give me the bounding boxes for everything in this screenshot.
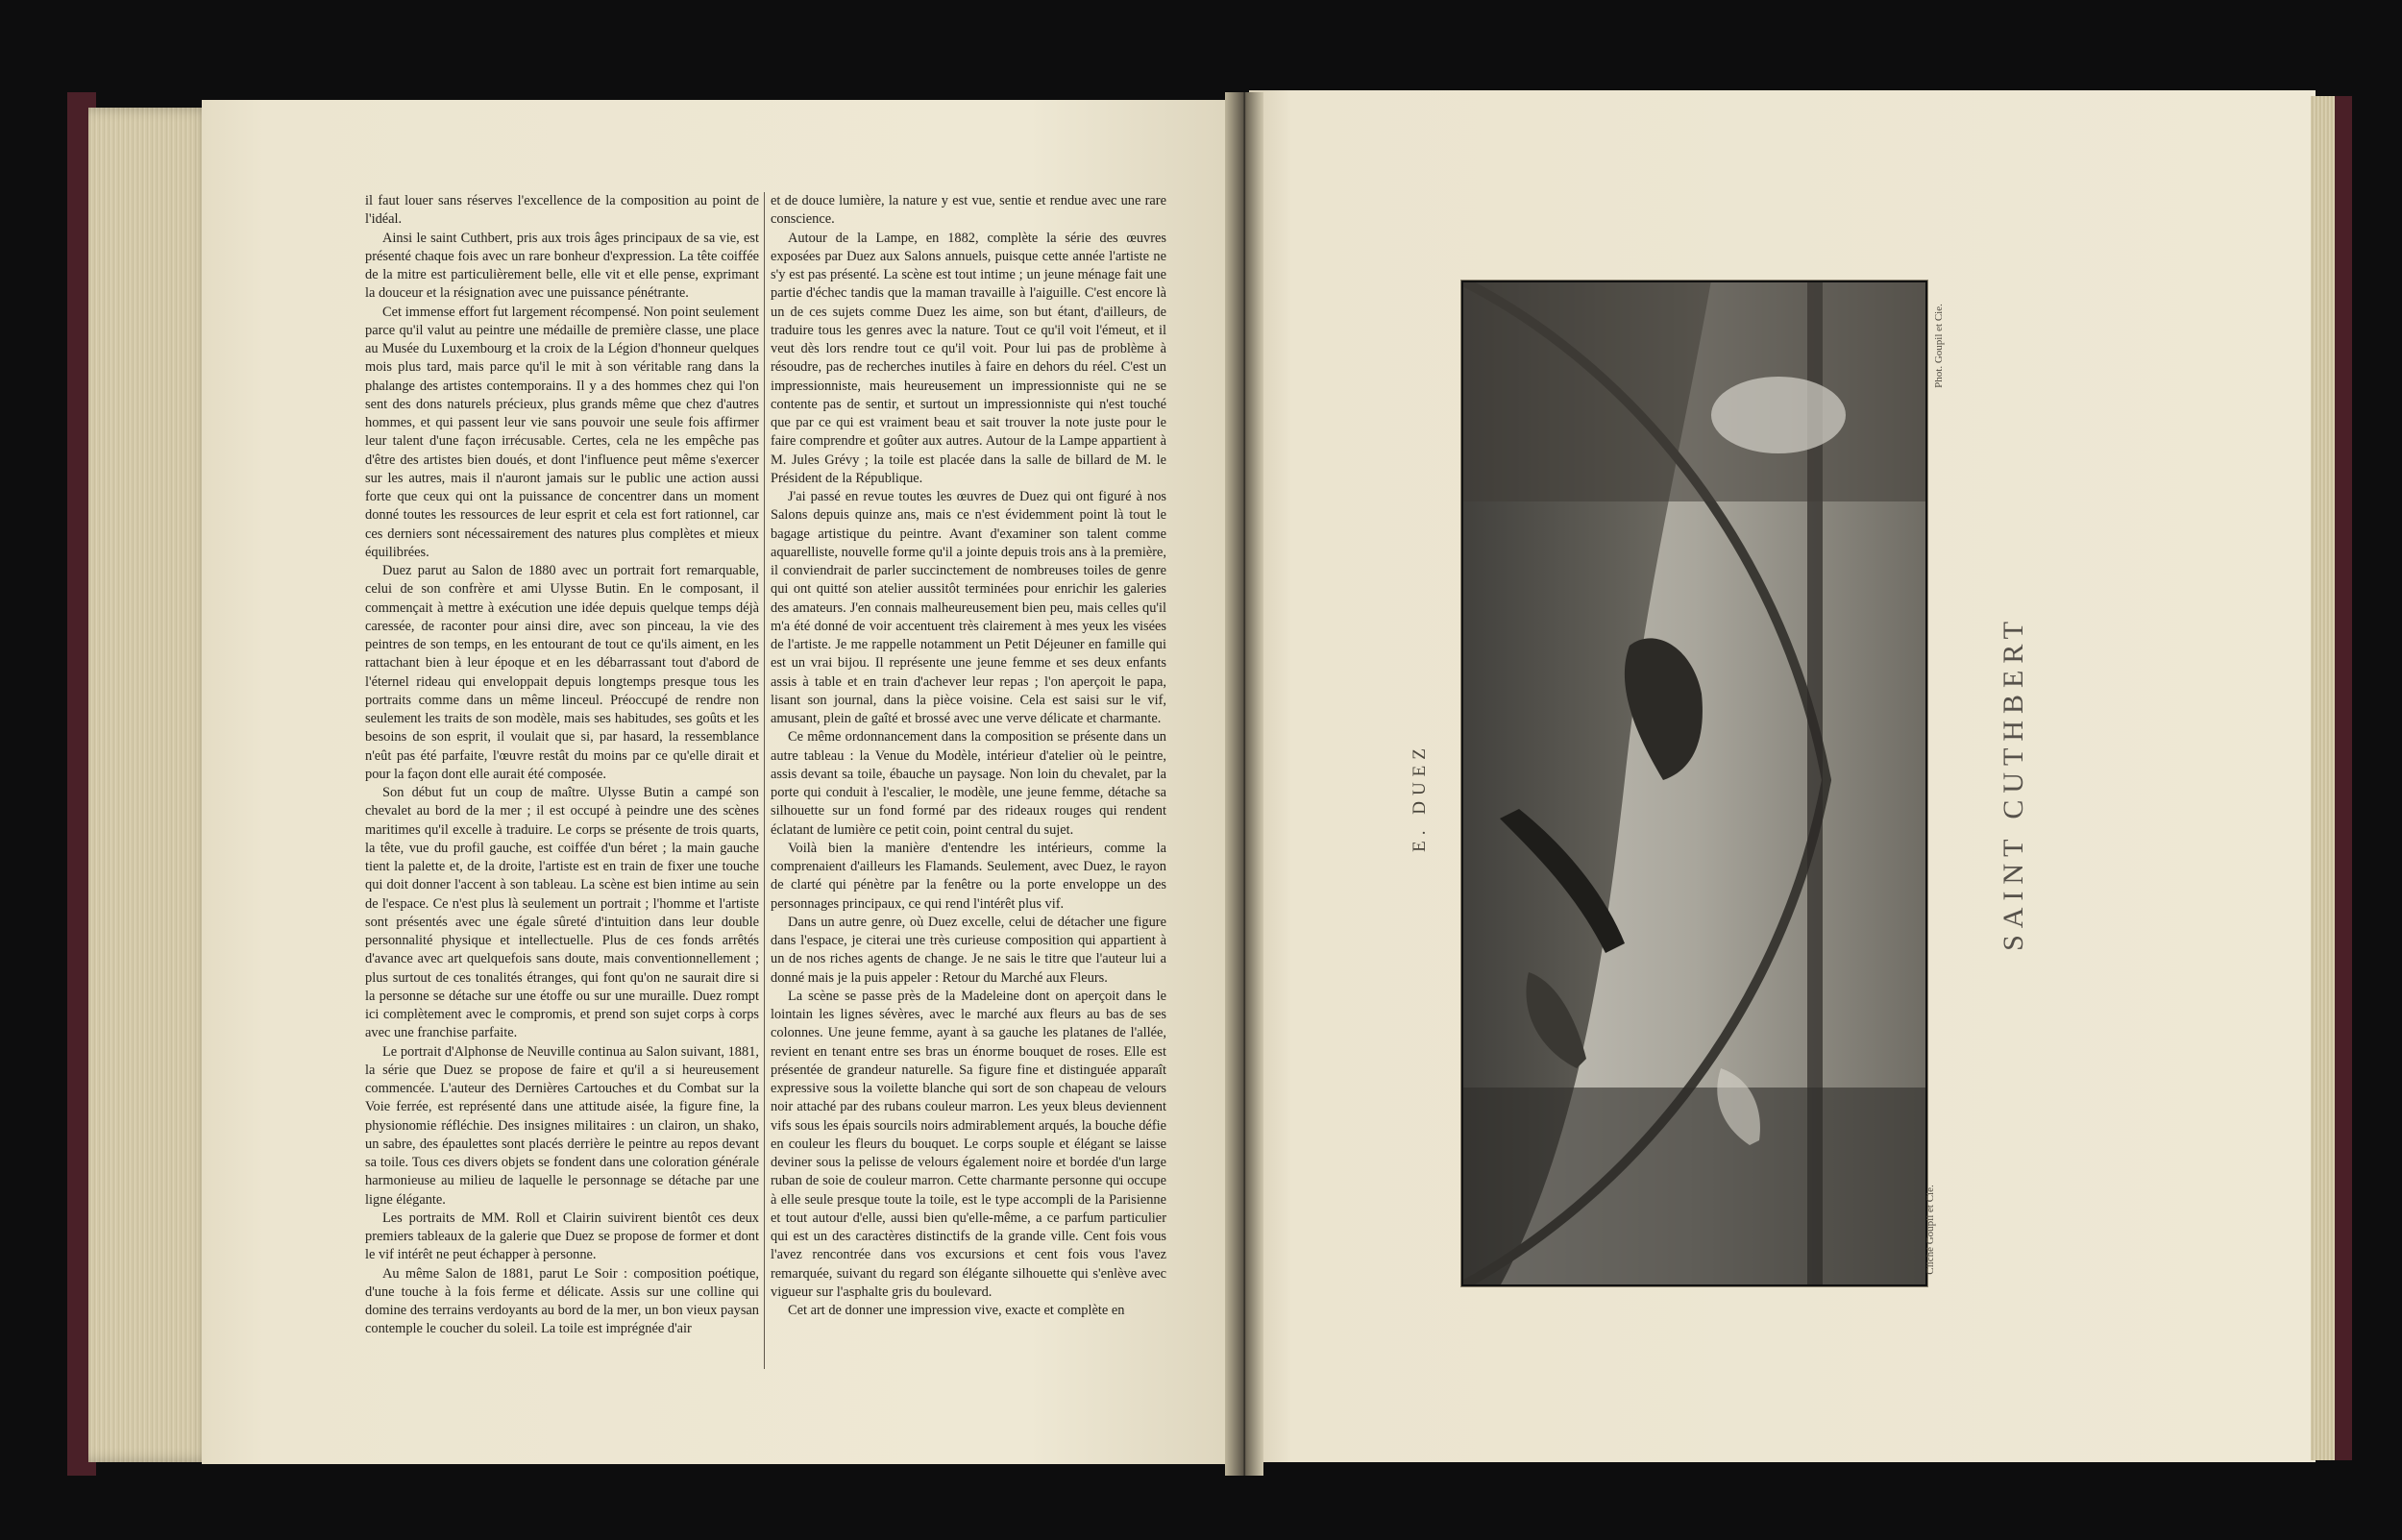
paragraph: Au même Salon de 1881, parut Le Soir : composition poétique, d'une touche à la fois ferme et délicate. Assis sur une colline qui domine des terrains verdoyants au bord de la mer, un bon vieux paysan contemple le coucher du soleil. La toile est imprégnée d'air bbox=[365, 1265, 759, 1337]
painting-image bbox=[1461, 281, 1927, 1286]
paragraph: Duez parut au Salon de 1880 avec un portrait fort remarquable, celui de son confrère et ami Ulysse Butin. En le composant, il commençait à mettre à exécution une idée depuis quelque temps déjà caressée, de raconter pour ainsi dire, avec son pinceau, la vie des peintres de son temps, en les entourant de tout ce qu'ils aiment, en les rattachant bien à leur époque et en les débarrassant tout d'abord de l'éternel rideau qui enveloppait depuis longtemps presque tous les portraits comme dans un même linceul. Préoccupé de rendre non seulement les traits de son modèle, mais ses habitudes, ses goûts et les besoins de son esprit, il voulait que si, par hasard, la ressemblance n'eût pas été parfaite, l'œuvre restât du moins par ce qu'elle dirait et pour la façon dont elle aurait été composée. bbox=[365, 563, 759, 782]
book-cover-right bbox=[2335, 96, 2352, 1460]
photo-credit: Phot. Goupil et Cie. bbox=[1933, 304, 1945, 388]
paragraph: Le portrait d'Alphonse de Neuville continua au Salon suivant, 1881, la série que Duez se propose de faire et qu'il a si heureusement commencée. L'auteur des Dernières Cartouches et du Combat sur la Voie ferrée, est représenté dans une attitude aisée, la figure fine, la physionomie réfléchie. Des insignes militaires : un clairon, un shako, un sabre, des épaulettes sont placés derrière le peintre au repos devant sa toile. Tous ces divers objets se fondent dans une coloration générale harmonieuse au milieu de laquelle le personnage se détache par une ligne élégante. bbox=[365, 1043, 759, 1208]
paragraph: Voilà bien la manière d'entendre les intérieurs, comme la comprenaient d'ailleurs les Flamands. Seulement, avec Duez, le rayon de clarté qui pénètre par la fenêtre ou la porte enveloppe un des personnages principaux, ce qui rend l'intérêt plus vif. bbox=[771, 840, 1166, 912]
page-stack-left bbox=[88, 108, 213, 1462]
painting-plate bbox=[1461, 281, 1927, 1286]
cliche-credit: Cliché Goupil et Cie. bbox=[1924, 1185, 1936, 1275]
paragraph: Son début fut un coup de maître. Ulysse Butin a campé son chevalet au bord de la mer ; il est occupé à peindre une des scènes maritimes qu'il excelle à traduire. Le corps se présente de trois quarts, la tête, vue du profil gauche, est coiffée d'un béret ; la main gauche tient la palette et, de la droite, l'artiste est en train de fixer une touche qui doit donner l'accent à son tableau. La scène est bien intime au sein de l'espace. Ce n'est plus là seulement un portrait ; l'homme et l'artiste sont présentés avec une égale sûreté d'intuition dans leur double personnalité physique et intellectuelle. Plus de ces fonds arrêtés d'avance avec art quelquefois sans doute, mais conventionnellement ; plus surtout de ces tonalités étranges, qui font qu'on ne saurait dire si la personne se détache sur une étoffe ou sur une muraille. Duez rompt ici complètement avec le compromis, et prend son sujet corps à corps avec une franchise parfaite. bbox=[365, 785, 759, 1041]
paragraph: Ainsi le saint Cuthbert, pris aux trois âges principaux de sa vie, est présenté chaque fois avec un rare bonheur d'expression. La tête coiffée de la mitre est particulièrement belle, elle vit et elle pense, exprimant la douceur et la résignation avec une puissance pénétrante. bbox=[365, 230, 759, 302]
book-gutter bbox=[1225, 92, 1263, 1476]
paragraph: Ce même ordonnancement dans la composition se présente dans un autre tableau : la Venue du Modèle, intérieur d'atelier où le peintre, assis devant sa toile, ébauche un paysage. Non loin du chevalet, par la porte qui conduit à l'escalier, le modèle, une jeune femme, détache sa silhouette sur un fond formé par des rideaux rouges qui rendent éclatant de lumière ce petit coin, point central du sujet. bbox=[771, 729, 1166, 838]
paragraph: La scène se passe près de la Madeleine dont on aperçoit dans le lointain les lignes sévères, avec le marché aux fleurs au bas de ses colonnes. Une jeune femme, ayant à sa gauche les platanes de l'allée, revient en tenant entre ses bras un énorme bouquet de roses. Elle est présentée de grandeur naturelle. Sa figure fine et distinguée apparaît expressive sous la voilette blanche qui sort de son chapeau de velours noir attaché par des rubans couleur marron. Les yeux bleus deviennent vifs sous les épais sourcils noirs admirablement arqués, la bouche défie en couleur les fleurs du bouquet. Le corps souple et élégant se laisse deviner sous la pelisse de velours également noire et bordée d'un large ruban de soie de couleur marron. Cette charmante personne qui occupe à elle seule presque toute la toile, est le type accompli de la Parisienne et tout autour d'elle, aussi bien qu'elle-même, a ce parfum particulier qui est un des caractères distinctifs de la grande ville. Cent fois vous l'avez rencontrée dans vos excursions et cent fois vous l'avez remarquée, suivant du regard son élégante silhouette qui s'enlève avec vigueur sur l'asphalte gris du boulevard. bbox=[771, 988, 1166, 1300]
paragraph: Les portraits de MM. Roll et Clairin suivirent bientôt ces deux premiers tableaux de la galerie que Duez se propose de former et dont le vif intérêt ne peut échapper à personne. bbox=[365, 1210, 759, 1263]
paragraph: Cet art de donner une impression vive, exacte et complète en bbox=[788, 1303, 1125, 1318]
artist-caption: E. DUEZ bbox=[1409, 743, 1430, 852]
paragraph: Cet immense effort fut largement récompensé. Non point seulement parce qu'il valut au peintre une médaille de première classe, une place au Musée du Luxembourg et la croix de la Légion d'honneur quelques mois plus tard, mais parce qu'il le mit à son véritable rang dans la phalange des artistes contemporains. Il y a des hommes chez qui l'on sent des dons naturels précieux, plus grands même que chez d'autres hommes, et qui passent leur vie sans pouvoir une seule fois affirmer leur talent d'une façon irrécusable. Certes, cela ne les empêche pas d'être des artistes bien doués, et dont l'influence peut même s'exercer sur les autres, mais il n'auront jamais sur le public une action aussi forte que ceux qui ont la puissance de concentrer dans un moment donné toutes les ressources de leur esprit et cela est fort rationnel, car ces derniers sont nécessairement des natures plus complètes et mieux équilibrées. bbox=[365, 304, 759, 560]
paragraph: J'ai passé en revue toutes les œuvres de Duez qui ont figuré à nos Salons depuis quinze ans, mais ce n'est évidemment point là tout le bagage artistique du peintre. Avant d'examiner son talent comme aquarelliste, nouvelle forme qu'il a jointe depuis trois ans à la première, il conviendrait de parler succinctement de nombreuses toiles de genre qui ont quitté son atelier aussitôt terminées pour enrichir les galeries des amateurs. J'en connais malheureusement bien peu, mais celles qu'il m'a été donné de voir accentuent très clairement à mes yeux les visées de l'artiste. Je me rappelle notamment un Petit Déjeuner en famille qui est un vrai bijou. Il représente une jeune femme et ses deux enfants assis à table et en train d'achever leur repas ; l'on aperçoit le papa, lisant son journal, dans la pièce voisine. Cela est saisi sur le vif, amusant, plein de gaîté et brossé avec une verve délicate et charmante. bbox=[771, 489, 1166, 726]
text-column-left bbox=[365, 192, 759, 1339]
paragraph: Dans un autre genre, où Duez excelle, celui de détacher une figure dans l'espace, je citerai une très curieuse composition qui appartient à un de nos riches agents de change. Je ne sais le titre que l'auteur lui a donné mais je la puis appeler : Retour du Marché aux Fleurs. bbox=[771, 914, 1166, 986]
paragraph: il faut louer sans réserves l'excellence de la composition au point de l'idéal. bbox=[365, 193, 759, 228]
paragraph: Autour de la Lampe, en 1882, complète la série des œuvres exposées par Duez aux Salons annuels, puisque cette année l'artiste ne s'y est pas présenté. La scène est tout intime ; un jeune ménage fait une partie d'échec tandis que la maman travaille à l'aiguille. C'est encore là un de ces sujets comme Duez les aime, son but étant, d'ailleurs, de traduire tous les genres avec la nature. Tout ce qu'il voit l'émeut, et il veut dès lors rendre tout ce qu'il voit. Pour lui pas de problème à résoudre, pas de recherches inutiles à faire en dehors du réel. C'est un impressionniste, mais heureusement un impressionniste qui ne se contente pas de sentir, et surtout un impressionniste qui n'est touché que par ce qui est vraiment beau et sait trouver la note juste pour le faire comprendre et goûter aux autres. Autour de la Lampe appartient à M. Jules Grévy ; la toile est placée dans la salle de billard de M. le Président de la République. bbox=[771, 230, 1166, 486]
text-column-right bbox=[771, 192, 1166, 1320]
column-divider bbox=[764, 192, 765, 1369]
plate-title: SAINT CUTHBERT bbox=[1998, 615, 2029, 951]
paragraph: et de douce lumière, la nature y est vue, sentie et rendue avec une rare conscience. bbox=[771, 193, 1166, 228]
